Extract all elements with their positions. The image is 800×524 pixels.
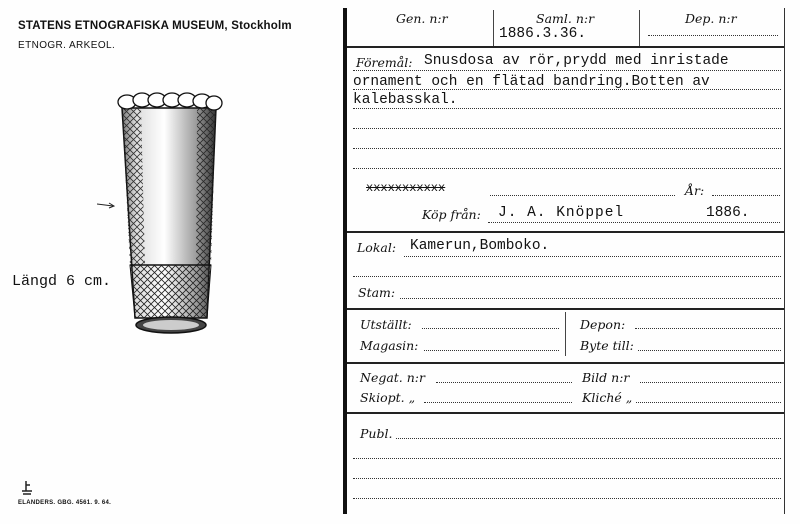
- lokal-value: Kamerun,Bomboko.: [410, 238, 550, 254]
- rule-line: [353, 70, 781, 71]
- section-rule: [347, 308, 784, 310]
- kop-fran-value: J. A. Knöppel: [498, 205, 625, 221]
- ar-label: År:: [685, 183, 705, 198]
- kop-fran-label: Köp från:: [422, 207, 481, 222]
- rule-line: [353, 498, 781, 499]
- rule-line: [424, 402, 572, 403]
- saml-nr-label: Saml. n:r: [536, 11, 595, 26]
- rule-line: [353, 168, 781, 169]
- length-note: Längd 6 cm.: [12, 273, 112, 290]
- rule-line: [353, 276, 781, 277]
- saml-nr-value: 1886.3.36.: [499, 26, 587, 42]
- rule-line: [353, 89, 781, 90]
- rule-line: [353, 458, 781, 459]
- magasin-label: Magasin:: [360, 338, 419, 353]
- rule-line: [635, 328, 781, 329]
- card-right-border: [784, 8, 785, 514]
- utstallt-label: Utställt:: [360, 317, 412, 332]
- lokal-label: Lokal:: [357, 240, 397, 255]
- foremal-label: Föremål:: [356, 55, 413, 70]
- rule-line: [488, 222, 780, 223]
- struck-text: xxxxxxxxxxx: [366, 181, 446, 195]
- foremal-line-1: Snusdosa av rör,prydd med inristade: [424, 53, 729, 69]
- rule-line: [404, 256, 781, 257]
- printer-logo-icon: [20, 480, 34, 496]
- rule-line: [353, 148, 781, 149]
- rule-line: [396, 438, 781, 439]
- section-rule: [347, 412, 784, 414]
- section-rule: [347, 362, 784, 364]
- rule-line: [490, 195, 675, 196]
- depon-label: Depon:: [580, 317, 626, 332]
- byte-till-label: Byte till:: [580, 338, 634, 353]
- header-divider-1: [493, 10, 494, 46]
- rule-line: [436, 382, 572, 383]
- pointer-arrow-icon: [97, 200, 117, 210]
- bild-label: Bild n:r: [582, 370, 630, 385]
- rule-line: [638, 350, 781, 351]
- dep-nr-label: Dep. n:r: [685, 11, 737, 26]
- negat-label: Negat. n:r: [360, 370, 425, 385]
- section-rule: [347, 231, 784, 233]
- rule-line: [400, 298, 781, 299]
- foremal-line-3: kalebasskal.: [353, 92, 458, 108]
- header-divider-2: [639, 10, 640, 46]
- kliche-label: Kliché „: [582, 390, 633, 405]
- gen-nr-label: Gen. n:r: [396, 11, 448, 26]
- publ-label: Publ.: [360, 426, 393, 441]
- rule-line: [422, 328, 559, 329]
- rule-line: [640, 382, 781, 383]
- rule-line: [712, 195, 780, 196]
- rule-line: [353, 128, 781, 129]
- snuff-box-drawing: [95, 80, 235, 350]
- field-divider: [565, 312, 566, 356]
- department-label: ETNOGR. ARKEOL.: [18, 40, 116, 51]
- rule-line: [353, 478, 781, 479]
- rule-line: [353, 108, 781, 109]
- stam-label: Stam:: [358, 285, 396, 300]
- foremal-line-2: ornament och en flätad bandring.Botten av: [353, 74, 710, 90]
- museum-name: STATENS ETNOGRAFISKA MUSEUM, Stockholm: [18, 20, 292, 32]
- card-left-border: [343, 8, 347, 514]
- dep-nr-line: [648, 35, 778, 36]
- kop-year: 1886.: [706, 205, 750, 221]
- skiopt-label: Skiopt. „: [360, 390, 416, 405]
- rule-line: [424, 350, 559, 351]
- rule-line: [636, 402, 781, 403]
- header-rule: [347, 46, 784, 48]
- printer-imprint: ELANDERS. GBG. 4561. 9. 64.: [18, 500, 112, 506]
